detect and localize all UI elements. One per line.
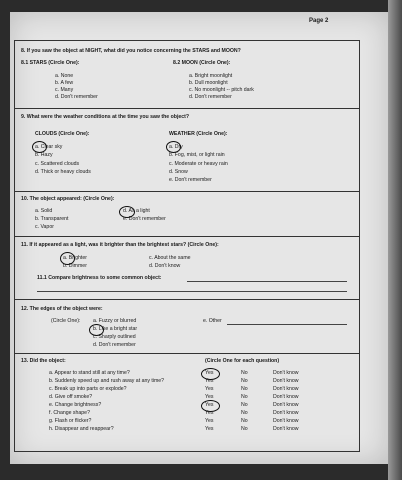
q8-stars-option[interactable]: a. None (55, 73, 74, 79)
q13-question: h. Disappear and reappear? (49, 426, 114, 432)
q13-no[interactable]: No (241, 402, 248, 408)
q13-no[interactable]: No (241, 394, 248, 400)
q10-option[interactable]: c. Vapor (35, 224, 54, 230)
q13-dont-know[interactable]: Don't know (273, 394, 299, 400)
q12-option[interactable]: b. Like a bright star (93, 326, 138, 332)
questionnaire-form (14, 40, 360, 452)
q13-question: b. Suddenly speed up and rush away at any time? (49, 378, 165, 384)
q13-question: c. Break up into parts or explode? (49, 386, 127, 392)
circled-answer-mark (201, 368, 220, 380)
q13-question: d. Give off smoke? (49, 394, 93, 400)
q10-option[interactable]: d. As a light (123, 208, 150, 214)
q9-clouds-option[interactable]: c. Scattered clouds (35, 161, 80, 167)
q13-dont-know[interactable]: Don't know (273, 386, 299, 392)
circled-answer-mark (201, 400, 220, 412)
q13-no[interactable]: No (241, 378, 248, 384)
q13-instruction: (Circle One for each question) (205, 358, 280, 364)
q13-yes[interactable]: Yes (205, 402, 214, 408)
q8-moon-option[interactable]: a. Bright moonlight (189, 73, 233, 79)
q12-circle-label: (Circle One): (51, 318, 81, 324)
q13-question: e. Change brightness? (49, 402, 102, 408)
q12-other-label: e. Other (203, 318, 222, 324)
q12-option[interactable]: d. Don't remember (93, 342, 136, 348)
q13-yes[interactable]: Yes (205, 394, 214, 400)
q12-option[interactable]: a. Fuzzy or blurred (93, 318, 137, 324)
q11-option[interactable]: c. About the same (149, 255, 191, 261)
q11-title: 11. If it appeared as a light, was it brighter than the brightest stars? (Circle One): (21, 242, 219, 248)
q9-weather-option[interactable]: d. Snow (169, 169, 188, 175)
q10-option[interactable]: e. Don't remember (123, 216, 166, 222)
q13-yes[interactable]: Yes (205, 418, 214, 424)
q13-no[interactable]: No (241, 370, 248, 376)
circled-answer-mark (60, 252, 75, 265)
q8-stars-label: 8.1 STARS (Circle One): (21, 60, 80, 66)
q8-moon-label: 8.2 MOON (Circle One): (173, 60, 231, 66)
q9-weather-option[interactable]: c. Moderate or heavy rain (169, 161, 228, 167)
q13-no[interactable]: No (241, 386, 248, 392)
q13-dont-know[interactable]: Don't know (273, 402, 299, 408)
answer-line[interactable] (227, 324, 347, 325)
circled-answer-mark (166, 141, 181, 153)
section-divider (15, 108, 359, 109)
q13-yes[interactable]: Yes (205, 378, 214, 384)
q9-clouds-option[interactable]: d. Thick or heavy clouds (35, 169, 91, 175)
q9-clouds-label: CLOUDS (Circle One): (35, 131, 90, 137)
answer-line[interactable] (37, 291, 347, 292)
q8-stars-option[interactable]: c. Many (55, 87, 74, 93)
q13-yes[interactable]: Yes (205, 426, 214, 432)
q9-weather-option[interactable]: b. Fog, mist, or light rain (169, 152, 225, 158)
q12-title: 12. The edges of the object were: (21, 306, 103, 312)
q10-title: 10. The object appeared: (Circle One): (21, 196, 115, 202)
q13-no[interactable]: No (241, 410, 248, 416)
q13-no[interactable]: No (241, 418, 248, 424)
q13-dont-know[interactable]: Don't know (273, 410, 299, 416)
q13-title: 13. Did the object: (21, 358, 66, 364)
scan-edge (388, 0, 402, 480)
q9-clouds-option[interactable]: a. Clear sky (35, 144, 63, 150)
circled-answer-mark (89, 324, 104, 336)
q8-moon-option[interactable]: d. Don't remember (189, 94, 232, 100)
q13-dont-know[interactable]: Don't know (273, 426, 299, 432)
answer-line[interactable] (187, 281, 347, 282)
q13-dont-know[interactable]: Don't know (273, 378, 299, 384)
section-divider (15, 353, 359, 354)
q11-option[interactable]: b. Dimmer (63, 263, 87, 269)
q8-stars-option[interactable]: b. A few (55, 80, 74, 86)
q9-weather-option[interactable]: e. Don't remember (169, 177, 212, 183)
section-divider (15, 191, 359, 192)
circled-answer-mark (32, 141, 47, 153)
q8-stars-option[interactable]: d. Don't remember (55, 94, 98, 100)
q11-sub-title: 11.1 Compare brightness to some common object: (37, 275, 162, 281)
q13-dont-know[interactable]: Don't know (273, 418, 299, 424)
q8-moon-option[interactable]: b. Dull moonlight (189, 80, 228, 86)
q9-clouds-option[interactable]: b. Hazy (35, 152, 53, 158)
page-number: Page 2 (309, 18, 329, 24)
circled-answer-mark (119, 206, 135, 218)
q13-question: a. Appear to stand still at any time? (49, 370, 130, 376)
q13-question: g. Flash or flicker? (49, 418, 92, 424)
q12-option[interactable]: c. Sharply outlined (93, 334, 136, 340)
q8-moon-option[interactable]: c. No moonlight -- pitch dark (189, 87, 254, 93)
q9-title: 9. What were the weather conditions at the time you saw the object? (21, 114, 190, 120)
q13-question: f. Change shape? (49, 410, 90, 416)
q13-dont-know[interactable]: Don't know (273, 370, 299, 376)
q11-option[interactable]: d. Don't know (149, 263, 181, 269)
q13-no[interactable]: No (241, 426, 248, 432)
q10-option[interactable]: b. Transparent (35, 216, 69, 222)
q11-option[interactable]: a. Brighter (63, 255, 87, 261)
section-divider (15, 236, 359, 237)
q8-title: 8. If you saw the object at NIGHT, what did you notice concerning the STARS and MOON? (21, 48, 241, 54)
q9-weather-label: WEATHER (Circle One): (169, 131, 228, 137)
q13-yes[interactable]: Yes (205, 370, 214, 376)
section-divider (15, 299, 359, 300)
q13-yes[interactable]: Yes (205, 410, 214, 416)
q9-weather-option[interactable]: a. Dry (169, 144, 183, 150)
q10-option[interactable]: a. Solid (35, 208, 53, 214)
q13-yes[interactable]: Yes (205, 386, 214, 392)
